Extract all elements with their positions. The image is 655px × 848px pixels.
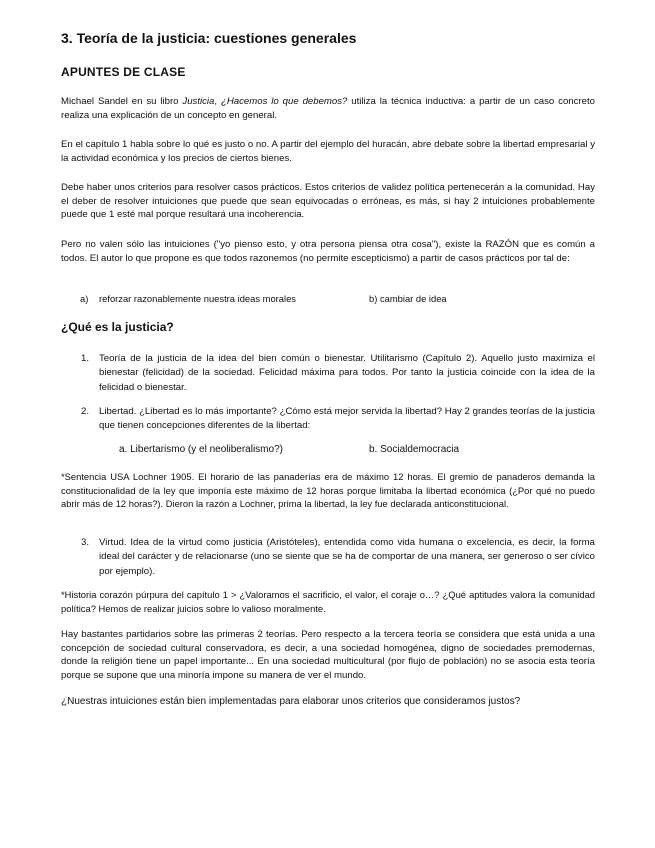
list-item-3 [61,536,595,579]
list-text: Libertad. ¿Libertad es lo más importante? ¿Cómo está mejor servida la libertad? Hay 2 grandes teorías de la justicia que tienen concepciones diferentes de la libertad: [99,406,595,432]
note-historia: *Historia corazón púrpura del capítulo 1 > ¿Valoramos el sacrificio, el valor, el coraje o…? ¿Qué aptitudes valora la comunidad política? Hemos de realizar juicios sobre lo valioso moralmente. [61,589,595,614]
question-heading: ¿Qué es la justicia? [61,320,174,334]
document-heading: 3. Teoría de la justicia: cuestiones generales [61,30,357,46]
list-number: 1. [81,353,90,364]
paragraph-criterios: Debe haber unos criterios para resolver casos prácticos. Estos criterios de validez política pertenecerán a la comunidad. Hay el deber de resolver intuiciones que puede que sean equivocadas o erróneas, es más, si hay 2 intuiciones probablemente puede que 1 esté mal porque resultará una incoherencia. [61,182,595,221]
section-title: APUNTES DE CLASE [61,65,186,79]
option-a-marker: a) [80,293,89,304]
sublist-item-a: a. Libertarismo (y el neoliberalismo?) [119,444,283,455]
list-item-1 [61,352,595,395]
list-number: 3. [81,537,90,548]
option-b-text: b) cambiar de idea [369,293,447,304]
intro-text-c: , [214,96,221,107]
intro-text-e: utiliza la técnica inductiva: a partir de un caso concreto realiza una explicación de un concepto en general. [61,96,595,121]
paragraph-capitulo-1: En el capítulo 1 habla sobre lo qué es justo o no. A partir del ejemplo del huracán, abre debate sobre la libertad empresarial y la actividad económica y los precios de ciertos bienes. [61,139,595,164]
intro-paragraph [61,95,595,122]
final-question: ¿Nuestras intuiciones están bien implementadas para elaborar unos criterios que consideramos justos? [61,696,521,707]
sublist-item-b: b. Socialdemocracia [369,444,460,455]
list-number: 2. [81,406,90,417]
book-subtitle: ¿Hacemos lo que debemos? [220,96,348,107]
book-title-justicia: Justicia [182,96,215,107]
list-text: Virtud. Idea de la virtud como justicia (Aristóteles), entendida como vida humana o excelencia, es decir, la forma ideal del carácter y de relacionarse (uno se siente que se ha de comportar de una manera, ser generoso o ser cívico por ejemplo). [99,537,595,577]
intro-text-a: Michael Sandel en su libro [61,96,183,107]
paragraph-partidarios: Hay bastantes partidarios sobre las primeras 2 teorías. Pero respecto a la tercera teoría se considera que está unida a una concepción de sociedad cultural conservadora, es decir, a una sociedad homogénea, digno de sociedades premodernas, donde la religión tiene un papel importante... En una sociedad multicultural (por flujo de población) no se asocia esta teoría porque se supone que una minoría impone su manera de ver el mundo. [61,629,595,681]
paragraph-razon: Pero no valen sólo las intuiciones ("yo pienso esto, y otra persona piensa otra cosa"), existe la RAZÓN que es común a todos. El autor lo que propone es que todos razonemos (no permite escepticismo) a partir de casos prácticos por tal de: [61,239,595,264]
list-text: Teoría de la justicia de la idea del bien común o bienestar. Utilitarismo (Capítulo 2). Aquello justo maximiza el bienestar (felicidad) de la sociedad. Felicidad máxima para todos. Por tanto la justicia coincide con la idea de la felicidad o bienestar. [99,353,595,393]
list-item-2 [61,405,595,434]
option-a-text: reforzar razonablemente nuestra ideas morales [99,293,296,304]
note-lochner: *Sentencia USA Lochner 1905. El horario de las panaderías era de máximo 12 horas. El gremio de panaderos demanda la constitucionalidad de la ley que imponía este máximo de 12 horas porque limitaba la libertad económica (¿Por qué no puedo abrir más de 12 horas?). Dieron la razón a Lochner, prima la libertad, la ley fue declarada anticonstitucional. [61,471,595,510]
